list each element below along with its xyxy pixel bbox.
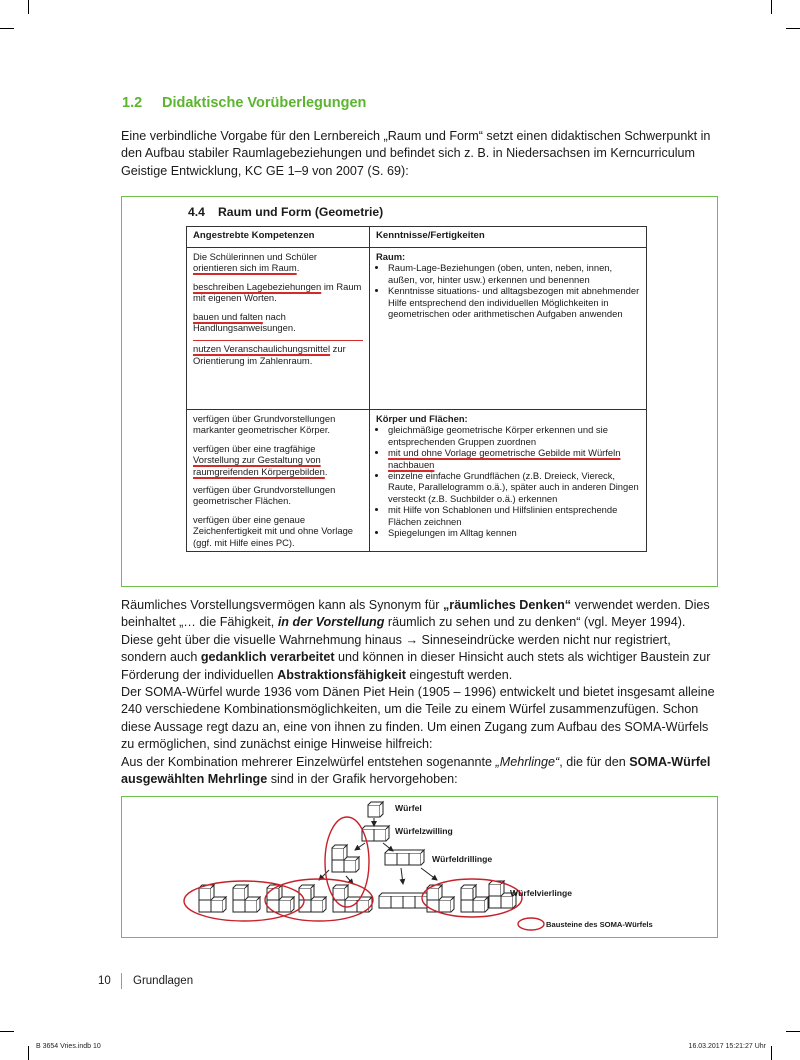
- tetracube-icon: [427, 885, 454, 912]
- skill-item: • mit und ohne Vorlage geometrische Gebilde mit Würfeln nachbauen: [388, 447, 640, 470]
- section-title: Didaktische Vorüberlegungen: [162, 95, 367, 111]
- competence-cell: [187, 410, 370, 552]
- straight-tricube-icon: [385, 850, 424, 865]
- arrow-icon: [421, 868, 437, 880]
- crop-mark: [0, 28, 14, 29]
- intro-paragraph: [121, 128, 719, 180]
- crop-mark: [786, 28, 800, 29]
- competence-item: verfügen über Grundvorstellungen geometrischer Flächen.: [193, 484, 336, 507]
- curriculum-heading: [188, 205, 383, 219]
- table-row: [187, 410, 647, 552]
- paragraph: Der SOMA-Würfel wurde 1936 vom Dänen Piet Hein (1905 – 1996) entwickelt und bietet insgesamt alleine 240 verschiedene Kombinationsmöglichkeiten, um die Teile zu einem Würfel zusammenzufügen. Schon diese Aussage regt dazu an, eine von ihnen zu finden. Um einen Zugang zum Aufbau des SOMA-Würfels zu ermöglichen, sind zunächst einige Hinweise hilfreich:: [121, 685, 715, 752]
- skill-item: • gleichmäßige geometrische Körper erkennen und sie entsprechenden Gruppen zuordnen: [388, 424, 640, 447]
- arrow-icon: [355, 843, 365, 850]
- body-text: [121, 597, 719, 788]
- l-tricube-icon: [332, 845, 359, 872]
- crop-mark: [786, 1031, 800, 1032]
- crop-mark: [0, 1031, 14, 1032]
- curriculum-heading-title: Raum und Form (Geometrie): [218, 205, 384, 219]
- intro-text: Eine verbindliche Vorgabe für den Lernbereich „Raum und Form“ setzt einen didaktischen Schwerpunkt in den Aufbau stabiler Raumlagebeziehungen und befindet sich z. B. in Niedersachsen im Kerncurriculum Geistige Entwicklung, KC GE 1–9 von 2007 (S. 69):: [121, 129, 711, 178]
- label-wuerfelvierlinge: Würfelvierlinge: [510, 888, 573, 898]
- table-header-row: [187, 227, 647, 248]
- paragraph: Räumliches Vorstellungsvermögen kann als Synonym für „räumliches Denken“ verwendet werden. Dies beinhaltet „… die Fähigkeit, in der Vorstellung räumlich zu sehen und zu denken“ (vgl. Meyer 1994). Diese geht über die visuelle Wahrnehmung hinaus → Sinneseindrücke werden nicht nur registriert, sondern auch gedanklich verarbeitet und können in dieser Hinsicht auch stets als wichtiger Baustein zur Förderung der individuellen Abstraktionsfähigkeit eingestuft werden.: [121, 598, 711, 682]
- column-header: Angestrebte Kompetenzen: [187, 227, 370, 248]
- paragraph: Aus der Kombination mehrerer Einzelwürfel entstehen sogenannte „Mehrlinge“, die für den SOMA-Würfel ausgewählten Mehrlinge sind in der Grafik hervorgehoben:: [121, 754, 711, 787]
- tetracube-icon: [461, 885, 488, 912]
- competence-item: bauen und falten nach Handlungsanweisungen.: [193, 310, 296, 334]
- footer-divider: [121, 973, 122, 989]
- skill-item: • Kenntnisse situations- und alltagsbezogen mit abnehmender Hilfe entsprechend den individuellen Möglichkeiten in geometrischen oder arithmetischen Aufgaben anwenden: [388, 285, 640, 319]
- legend-label: Bausteine des SOMA-Würfels: [546, 920, 653, 929]
- label-wuerfeldrillinge: Würfeldrillinge: [432, 854, 493, 864]
- competence-item: beschreiben Lagebeziehungen im Raum mit eigenen Worten.: [193, 280, 362, 304]
- page-number: 10: [98, 975, 111, 987]
- label-wuerfel: Würfel: [395, 803, 422, 813]
- crop-mark: [771, 0, 772, 14]
- skills-subheading: Körper und Flächen:: [376, 413, 468, 424]
- skill-item: • Spiegelungen im Alltag kennen: [388, 527, 640, 538]
- skill-item: • mit Hilfe von Schablonen und Hilfslinien entsprechende Flächen zeichnen: [388, 504, 640, 527]
- skills-cell: [370, 248, 647, 410]
- competence-item: Die Schülerinnen und Schüler orientieren sich im Raum.: [193, 251, 318, 274]
- tetracube-icon: [267, 885, 294, 912]
- print-slug-timestamp: 16.03.2017 15:21:27 Uhr: [688, 1043, 766, 1050]
- section-number: 1.2: [122, 95, 143, 111]
- crop-mark: [771, 1046, 772, 1060]
- skill-item: • einzelne einfache Grundflächen (z.B. Dreieck, Viereck, Raute, Parallelogramm o.ä.), später auch in anderen Dingen versteckt (z.B. Suchbilder o.ä.) erkennen: [388, 470, 640, 504]
- print-slug-file: B 3654 Vries.indb 10: [36, 1043, 101, 1050]
- legend-ellipse-icon: [518, 918, 544, 930]
- tetracube-icon: [199, 885, 226, 912]
- label-wuerfelzwilling: Würfelzwilling: [395, 826, 453, 836]
- arrow-icon: [401, 868, 403, 884]
- section-heading: [122, 95, 366, 111]
- competence-item: nutzen Veranschaulichungsmittel zur Orientierung im Zahlenraum.: [193, 340, 363, 366]
- column-header: Kenntnisse/Fertigkeiten: [370, 227, 647, 248]
- skills-subheading: Raum:: [376, 251, 406, 262]
- soma-diagram: [121, 796, 718, 938]
- table-row: [187, 248, 647, 410]
- competence-item: verfügen über eine tragfähige Vorstellung zur Gestaltung von raumgreifenden Körpergebilden.: [193, 442, 328, 477]
- single-cube-icon: [368, 802, 383, 817]
- crop-mark: [28, 1046, 29, 1060]
- competence-item: verfügen über Grundvorstellungen markanter geometrischer Körper.: [193, 413, 336, 436]
- skills-cell: [370, 410, 647, 552]
- curriculum-heading-number: 4.4: [188, 205, 205, 219]
- tetracube-icon: [233, 885, 260, 912]
- curriculum-table: [186, 226, 647, 552]
- skill-item: • Raum-Lage-Beziehungen (oben, unten, neben, innen, außen, vor, hinter usw.) erkennen und benennen: [388, 262, 640, 285]
- footer-label: Grundlagen: [133, 975, 194, 987]
- competence-cell: [187, 248, 370, 410]
- crop-mark: [28, 0, 29, 14]
- competence-item: verfügen über eine genaue Zeichenfertigkeit mit und ohne Vorlage (ggf. mit Hilfe eines PC).: [193, 513, 353, 548]
